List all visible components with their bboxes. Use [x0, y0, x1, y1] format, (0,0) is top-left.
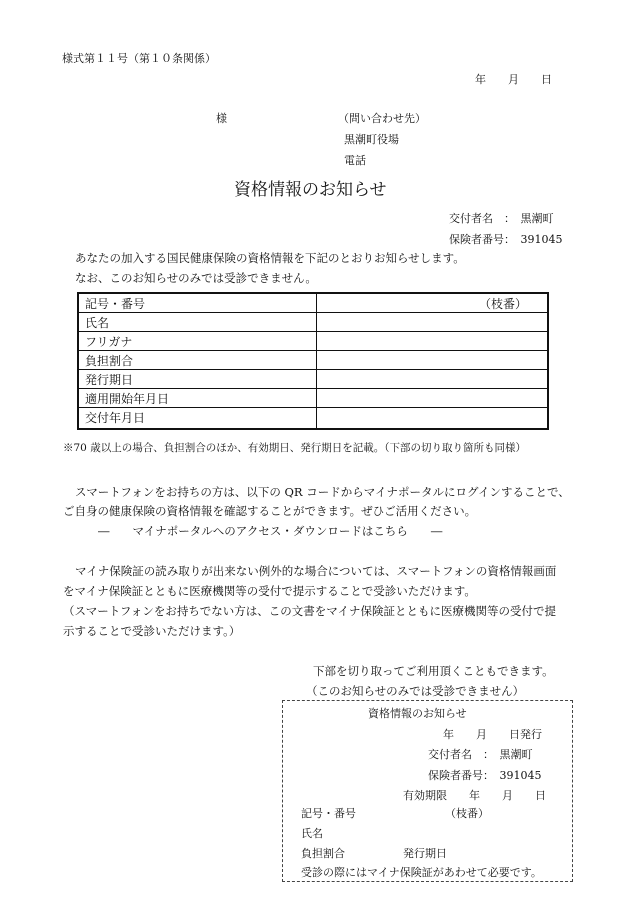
inquiry-phone: 電話: [344, 154, 366, 167]
table-row: [79, 332, 547, 351]
form-number: 様式第１１号（第１０条関係）: [62, 52, 216, 65]
row-label: 適用開始年月日: [85, 392, 170, 406]
mynaportal-access-line: ― マイナポータルへのアクセス・ダウンロードはこちら ―: [98, 524, 443, 538]
row-label: 氏名: [85, 316, 110, 330]
row-label: 負担割合: [85, 354, 134, 368]
table-row: [79, 313, 547, 332]
table-row: [79, 389, 547, 408]
coupon-issue-date: 年 月 日発行: [443, 728, 542, 741]
intro-line-2: なお、このお知らせのみでは受診できません。: [75, 271, 317, 285]
coupon-issuer-line: 交付者名 ： 黒潮町: [428, 748, 533, 761]
coupon-name-label: 氏名: [301, 827, 323, 840]
edaban-label: （枝番）: [479, 297, 528, 311]
row-label: 交付年月日: [85, 411, 146, 425]
table-row: [79, 294, 547, 313]
intro-line-1: あなたの加入する国民健康保険の資格情報を下記のとおりお知らせします。: [75, 251, 465, 265]
row-label: 発行期日: [85, 373, 134, 387]
row-label: 記号・番号: [85, 297, 146, 311]
date-line: 年 月 日: [475, 73, 552, 86]
coupon-insurer-line: 保険者番号： 391045: [428, 769, 542, 782]
insurer-number-line: 保険者番号： 391045: [449, 233, 563, 246]
smartphone-line-1: スマートフォンをお持ちの方は、以下の QR コードからマイナポータルにログインすることで、: [75, 485, 570, 499]
coupon-kigo-label: 記号・番号: [301, 807, 356, 820]
exception-line-4: 示することで受診いただけます。）: [63, 624, 241, 638]
row-label: フリガナ: [85, 335, 133, 349]
exception-line-2: をマイナ保険証とともに医療機関等の受付で提示することで受診いただけます。: [63, 584, 476, 598]
inquiry-label: （問い合わせ先）: [338, 112, 426, 125]
table-row: [79, 408, 547, 428]
coupon-footer: 受診の際にはマイナ保険証があわせて必要です。: [301, 866, 542, 879]
inquiry-office: 黒潮町役場: [344, 133, 399, 146]
issuer-line: 交付者名 ： 黒潮町: [449, 212, 554, 225]
table-row: [79, 370, 547, 389]
cutoff-line-2: （このお知らせのみでは受診できません）: [306, 684, 525, 698]
smartphone-line-2: ご自身の健康保険の資格情報を確認することができます。ぜひご活用ください。: [63, 504, 477, 518]
qualification-table: [77, 292, 549, 430]
addressee-sama: 様: [216, 112, 227, 125]
page-title: 資格情報のお知らせ: [234, 180, 387, 200]
cutoff-line-1: 下部を切り取ってご利用頂くこともできます。: [313, 664, 554, 678]
exception-line-3: （スマートフォンをお持ちでない方は、この文書をマイナ保険証とともに医療機関等の受付で提: [63, 604, 556, 618]
detachable-coupon: [282, 700, 573, 882]
age-note: ※70 歳以上の場合、負担割合のほか、有効期日、発行期日を記載。（下部の切り取り箇所も同様）: [63, 442, 526, 454]
coupon-burden-label: 負担割合: [301, 847, 345, 860]
table-row: [79, 351, 547, 370]
exception-line-1: マイナ保険証の読み取りが出来ない例外的な場合については、スマートフォンの資格情報画面: [75, 564, 557, 578]
coupon-title: 資格情報のお知らせ: [368, 707, 467, 720]
coupon-issue-period-label: 発行期日: [403, 847, 447, 860]
coupon-edaban-label: （枝番）: [445, 807, 489, 820]
coupon-valid-line: 有効期限 年 月 日: [403, 789, 546, 802]
